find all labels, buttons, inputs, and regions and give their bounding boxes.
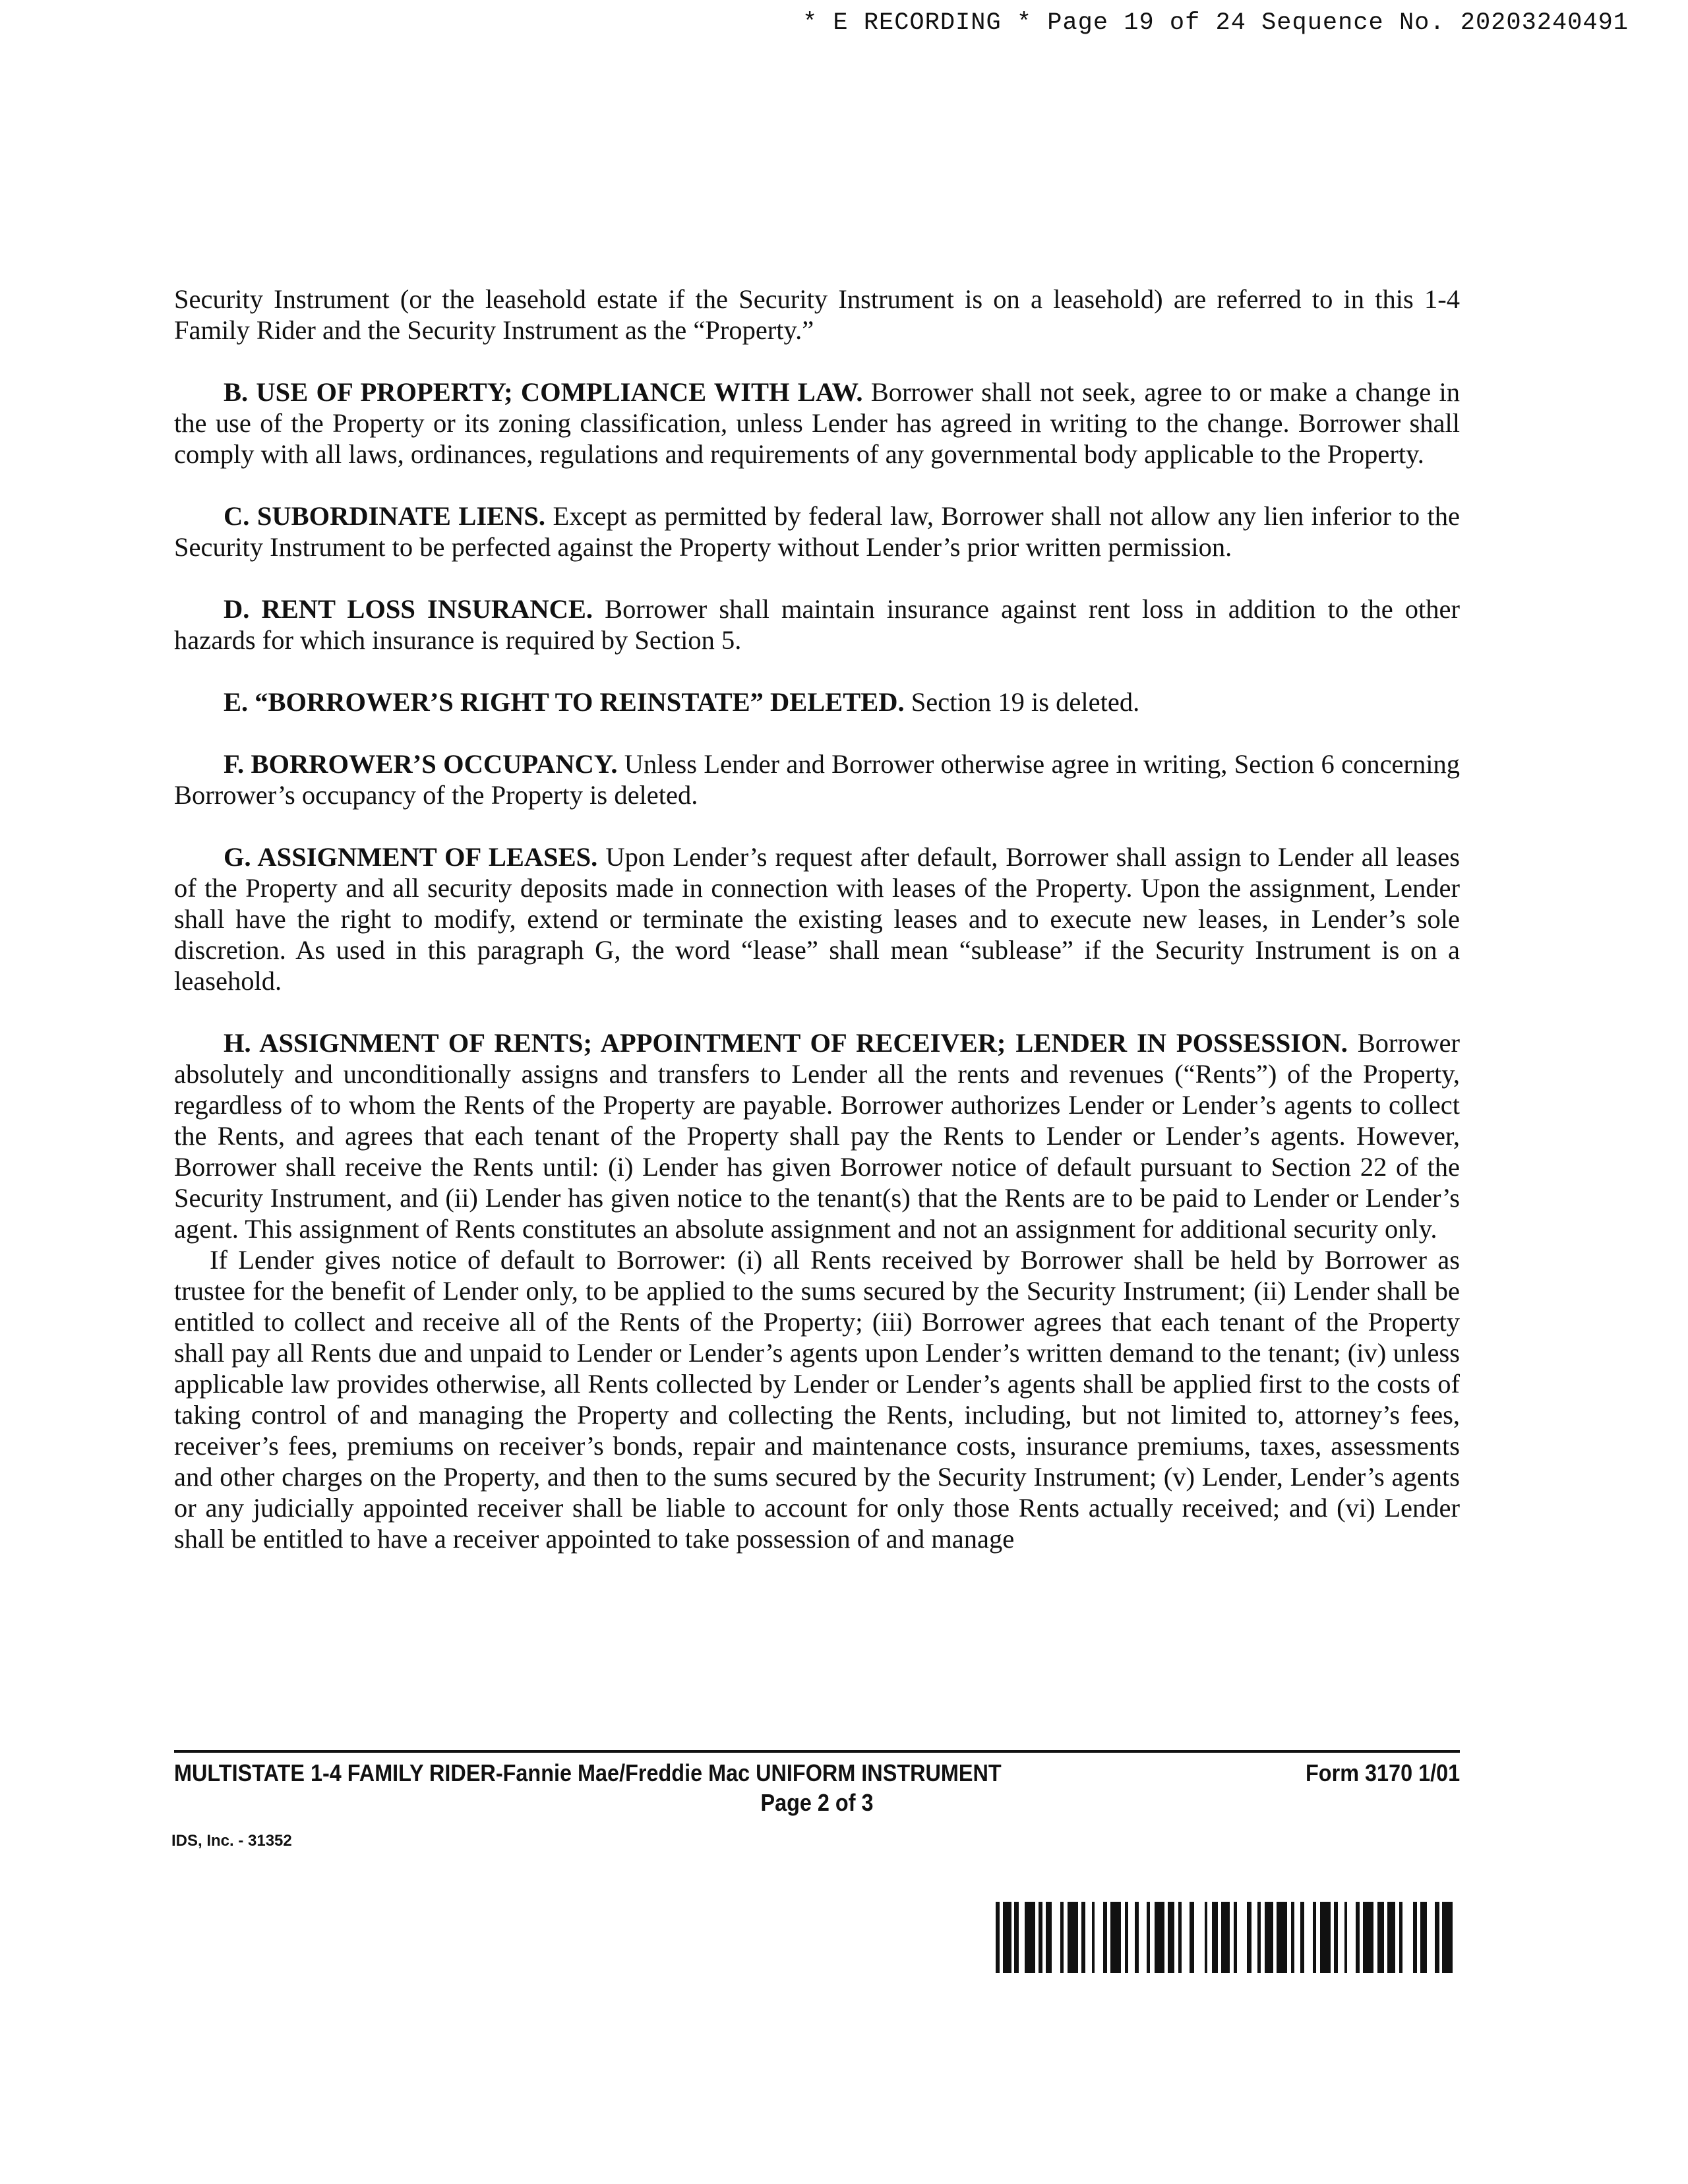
page-number: Page 2 of 3 (760, 1789, 874, 1816)
barcode-gap (1304, 1902, 1313, 1973)
section-c (174, 501, 1460, 562)
barcode-bar (1221, 1902, 1230, 1973)
section-heading: C. SUBORDINATE LIENS. (224, 501, 546, 531)
barcode-bar (1363, 1902, 1373, 1973)
form-footer (174, 1750, 1460, 1816)
barcode-gap (1182, 1902, 1190, 1973)
barcode-bar (1320, 1902, 1331, 1973)
barcode-gap (1237, 1902, 1248, 1973)
section-heading: E. “BORROWER’S RIGHT TO REINSTATE” DELETED. (224, 687, 905, 717)
barcode-gap (1453, 1902, 1457, 1973)
form-number: Form 3170 1/01 (1305, 1759, 1460, 1786)
vendor-code: IDS, Inc. - 31352 (171, 1832, 292, 1850)
barcode-gap (1095, 1902, 1103, 1973)
barcode-bar (1003, 1902, 1011, 1973)
barcode-bar (1068, 1902, 1078, 1973)
section-d (174, 593, 1460, 655)
section-text: Unless Lender and Borrower otherwise agree in writing, Section 6 concerning Borrower’s occupancy of the Property is deleted. (174, 749, 1461, 810)
barcode-gap (1402, 1902, 1413, 1973)
barcode-gap (1251, 1902, 1258, 1973)
section-text: Borrower shall maintain insurance against rent loss in addition to the other hazards for which insurance is required by Section 5. (174, 594, 1460, 655)
barcode-gap (1128, 1902, 1135, 1973)
barcode-bar (1155, 1902, 1165, 1973)
barcode-gap (1019, 1902, 1025, 1973)
section-heading: D. RENT LOSS INSURANCE. (224, 594, 593, 624)
barcode-gap (1338, 1902, 1344, 1973)
section-h-continuation: If Lender gives notice of default to Borrower: (i) all Rents received by Borrower shall be held by Borrower as trustee for the benefit of Lender only, to be applied to the sums secured by the Security Instrument; (ii) Lender shall be entitled to collect and receive all of the Rents of the Property; (iii) Borrower agrees that each tenant of the Property shall pay all Rents due and unpaid to Lender or Lender’s agents upon Lender’s written demand to the tenant; (iv) unless applicable law provides otherwise, all Rents collected by Lender or Lender’s agents shall be applied first to the costs of taking control of and managing the Property and collecting the Rents, including, but not limited to, attorney’s fees, receiver’s fees, premiums on receiver’s bonds, repair and maintenance costs, insurance premiums, taxes, assessments and other charges on the Property, and then to the sums secured by the Security Instrument; (v) Lender, Lender’s agents or any judicially appointed receiver shall be liable to account for only those Rents actually received; and (vi) Lender shall be entitled to have a receiver appointed to take possession of and manage (174, 1245, 1460, 1554)
barcode-bar (1025, 1902, 1035, 1973)
section-text: Except as permitted by federal law, Borrower shall not allow any lien inferior to the Security Instrument to be perfected against the Property without Lender’s prior written permission. (174, 501, 1460, 562)
section-g (174, 841, 1460, 996)
barcode-bar (1212, 1902, 1219, 1973)
barcode-bar (1265, 1902, 1273, 1973)
section-heading: H. ASSIGNMENT OF RENTS; APPOINTMENT OF RECEIVER; LENDER IN POSSESSION. (224, 1028, 1348, 1058)
section-e (174, 686, 1460, 717)
barcode-bar (1442, 1902, 1453, 1973)
barcode-bar (1387, 1902, 1396, 1973)
barcode-gap (1052, 1902, 1060, 1973)
barcode-gap (1194, 1902, 1205, 1973)
barcode-gap (1347, 1902, 1356, 1973)
document-body (174, 284, 1460, 1554)
section-h (174, 1027, 1460, 1244)
section-heading: B. USE OF PROPERTY; COMPLIANCE WITH LAW. (224, 377, 863, 407)
section-text: Upon Lender’s request after default, Borrower shall assign to Lender all leases of the Property and all security deposits made in connection with leases of the Property. Upon the assignment, Lender shall have the right to modify, extend or terminate the existing leases and to execute new leases, in Lender’s sole discretion. As used in this paragraph G, the word “lease” shall mean “sublease” if the Security Instrument is on a leasehold. (174, 842, 1460, 996)
barcode-bar (1046, 1902, 1052, 1973)
barcode-gap (1085, 1902, 1092, 1973)
section-b (174, 377, 1460, 470)
barcode-bar (1377, 1902, 1384, 1973)
section-text: Section 19 is deleted. (904, 687, 1140, 717)
recording-stamp: * E RECORDING * Page 19 of 24 Sequence No. 20203240491 (802, 9, 1629, 37)
barcode-bar (1277, 1902, 1287, 1973)
barcode-gap (1294, 1902, 1301, 1973)
barcode-gap (1139, 1902, 1147, 1973)
barcode-bar (1168, 1902, 1174, 1973)
section-text: Borrower shall not seek, agree to or make a change in the use of the Property or its zoning classification, unless Lender has agreed in writing to the change. Borrower shall comply with all laws, ordinances, regulations and requirements of any governmental body applicable to the Property. (174, 377, 1460, 469)
section-heading: F. BORROWER’S OCCUPANCY. (224, 749, 618, 779)
section-f (174, 748, 1460, 810)
barcode-gap (1427, 1902, 1435, 1973)
section-text: Borrower absolutely and unconditionally assigns and transfers to Lender all the rents and revenues (“Rents”) of the Property, regardless of to whom the Rents of the Property are payable. Borrower authorizes Lender or Lender’s agents to collect the Rents, and agrees that each tenant of the Property shall pay the Rents to Lender or Lender’s agents. However, Borrower shall receive the Rents until: (i) Lender has given Borrower notice of default pursuant to Section 22 of the Security Instrument, and (ii) Lender has given notice to the tenant(s) that the Rents are to be paid to Lender or Lender’s agent. This assignment of Rents constitutes an absolute assignment and not an assignment for additional security only. (174, 1028, 1460, 1244)
intro-paragraph: Security Instrument (or the leasehold estate if the Security Instrument is on a leasehold) are referred to in this 1-4 Family Rider and the Security Instrument as the “Property.” (174, 284, 1460, 345)
barcode-bar (1110, 1902, 1121, 1973)
barcode (996, 1902, 1457, 1973)
form-title: MULTISTATE 1-4 FAMILY RIDER-Fannie Mae/Freddie Mac UNIFORM INSTRUMENT (174, 1759, 1002, 1786)
barcode-bar (1420, 1902, 1427, 1973)
section-heading: G. ASSIGNMENT OF LEASES. (224, 842, 598, 872)
